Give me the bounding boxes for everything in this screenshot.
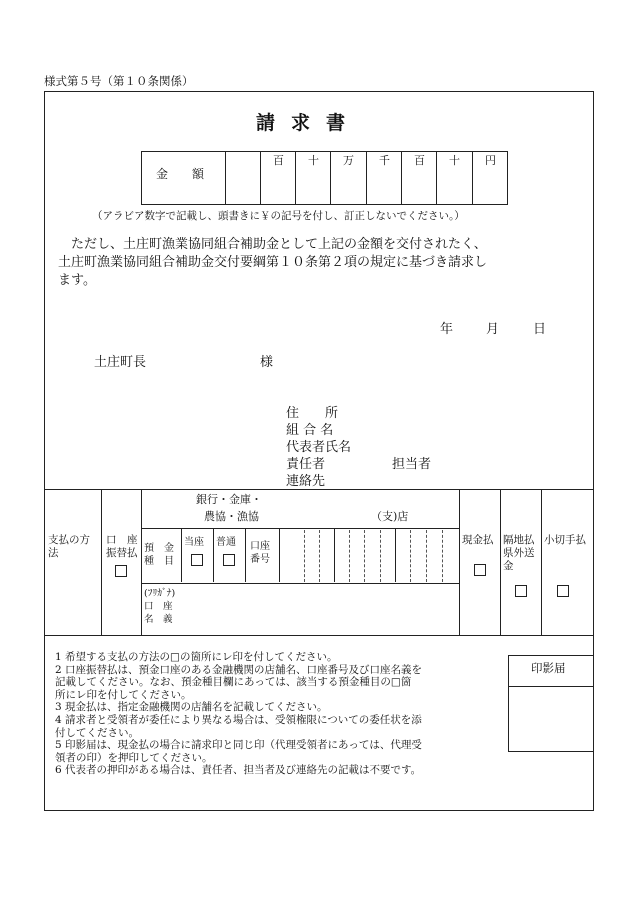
note-line: 2 口座振替払は、預金口座のある金融機関の店舗名、口座番号及び口座名義を <box>55 663 423 676</box>
note-line: 4 請求者と受領者が委任により異なる場合は、受領権限についての委任状を添 <box>55 713 422 726</box>
address-label: 住 所 <box>286 406 339 421</box>
transfer-checkbox[interactable] <box>115 565 127 577</box>
current-checkbox[interactable] <box>191 554 203 566</box>
amount-table <box>141 151 508 205</box>
date-month: 月 <box>486 322 500 337</box>
amount-input[interactable] <box>226 152 471 204</box>
union-name-label: 組 合 名 <box>286 423 334 438</box>
note-line: 6 代表者の押印がある場合は、責任者、担当者及び連絡先の記載は不要です。 <box>55 764 422 777</box>
responsible-label: 責任者 <box>286 457 326 472</box>
contact-label: 連絡先 <box>286 474 326 489</box>
payment-method-label: 支払の方 法 <box>48 534 101 559</box>
amount-label: 金 額 <box>156 167 205 181</box>
unit-sen: 千 <box>379 154 390 167</box>
note-line: 5 印影届は、現金払の場合に請求印と同じ印（代理受領者にあっては、代理受 <box>55 739 422 752</box>
account-name-input[interactable] <box>184 586 456 634</box>
body-line: ただし、土庄町漁業協同組合補助金として上記の金額を交付されたく、 <box>58 237 487 252</box>
date-day: 日 <box>533 322 547 337</box>
form-label: 様式第５号（第１０条関係） <box>44 74 194 88</box>
unit-en: 円 <box>485 154 496 167</box>
amount-note: （アラビア数字で記載し、頭書きに￥の記号を付し、訂正しないでください。） <box>92 210 465 222</box>
date-year: 年 <box>440 322 454 337</box>
seal-stamp-area[interactable] <box>511 688 591 750</box>
remote-transfer-checkbox[interactable] <box>515 585 527 597</box>
unit-hyaku-man: 百 <box>273 154 284 167</box>
unit-man: 万 <box>343 154 354 167</box>
body-line: ます。 <box>58 273 96 288</box>
unit-juu-man: 十 <box>308 154 319 167</box>
ordinary-label: 普通 <box>216 537 236 548</box>
cash-checkbox[interactable] <box>474 564 486 576</box>
deposit-type-label: 預 金種 目 <box>144 543 174 567</box>
payment-table <box>44 489 594 636</box>
seal-box <box>508 655 594 752</box>
seal-label: 印影届 <box>531 661 566 675</box>
note-line: 所にレ印を付してください。 <box>55 688 192 701</box>
cash-label: 現金払 <box>462 534 494 546</box>
check-checkbox[interactable] <box>557 585 569 597</box>
ordinary-checkbox[interactable] <box>223 554 235 566</box>
body-line: 土庄町漁業協同組合補助金交付要綱第１０条第２項の規定に基づき請求し <box>58 255 488 270</box>
unit-juu: 十 <box>449 154 460 167</box>
notes-list <box>55 651 422 777</box>
addressee-name: 土庄町長 <box>94 355 147 370</box>
bank-type-line1: 銀行・金庫・ <box>196 493 262 506</box>
account-name-label: (ﾌﾘｶﾞﾅ)口 座名 義 <box>144 588 176 625</box>
transfer-label: 口 座振替払 <box>106 534 138 559</box>
note-line: 1 希望する支払の方法の□の箇所にレ印を付してください。 <box>55 651 338 663</box>
remote-transfer-label: 隔地払県外送金 <box>503 534 535 572</box>
account-number-label: 口座番号 <box>250 541 270 565</box>
representative-label: 代表者氏名 <box>286 440 352 455</box>
note-line: 3 現金払は、指定金融機関の店舗名を記載してください。 <box>55 701 328 714</box>
unit-hyaku: 百 <box>414 154 425 167</box>
page-title: 請求書 <box>256 112 362 134</box>
current-label: 当座 <box>184 537 204 548</box>
note-line: 記載してください。なお、預金種目欄にあっては、該当する預金種目の□箇 <box>55 676 412 689</box>
branch-label: （支)店 <box>371 510 409 523</box>
contact-person-label: 担当者 <box>392 457 432 472</box>
bank-type-line2: 農協・漁協 <box>204 510 259 523</box>
addressee-honorific: 様 <box>260 355 274 370</box>
check-label: 小切手払 <box>544 534 586 546</box>
note-line: 付してください。 <box>55 726 139 739</box>
note-line: 領者の印）を押印してください。 <box>55 751 213 764</box>
